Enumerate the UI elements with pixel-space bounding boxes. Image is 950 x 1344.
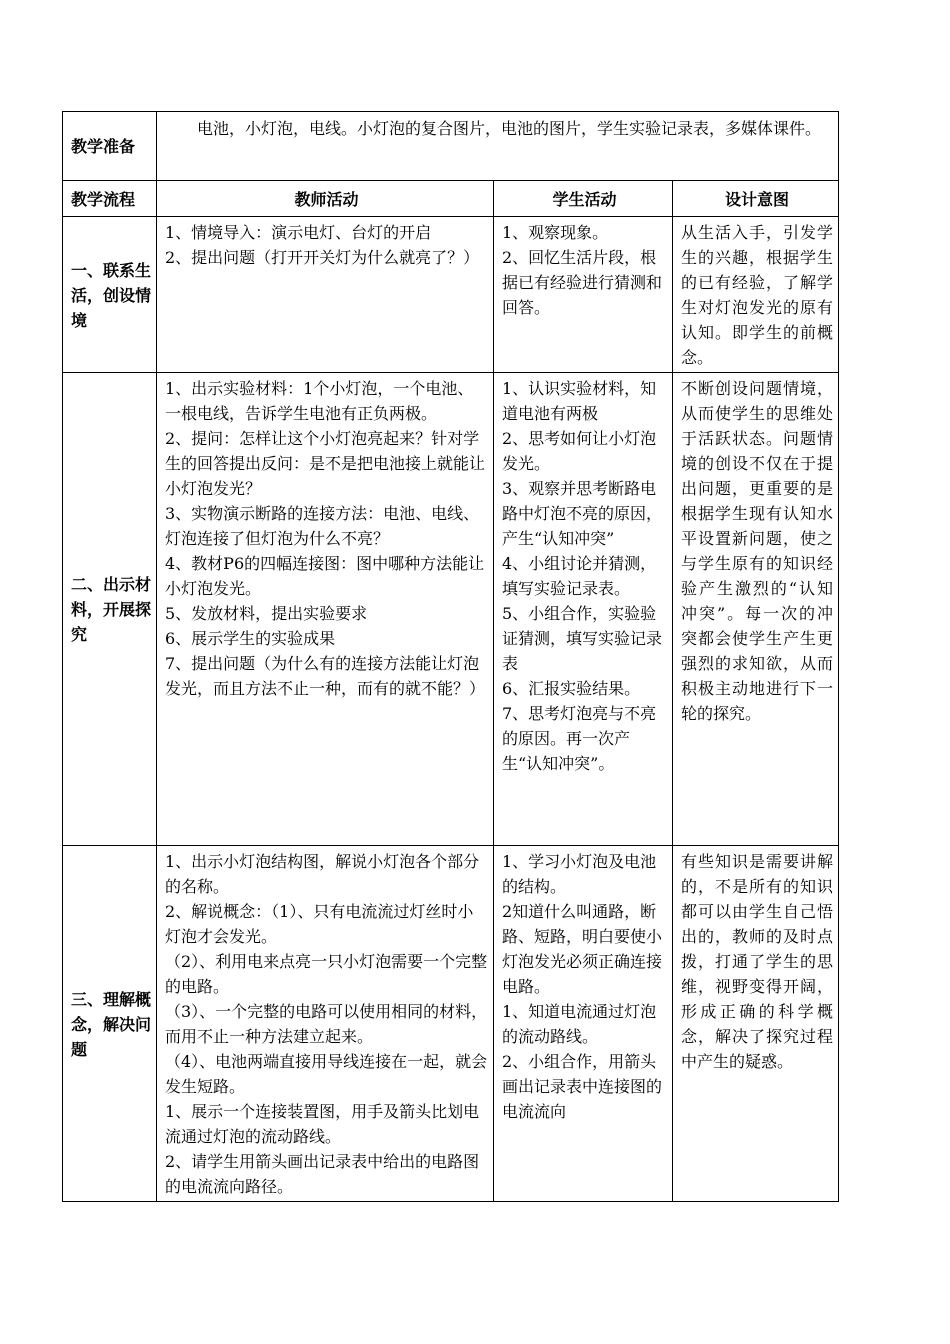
header-row	[63, 181, 839, 217]
teacher-line: 1、出示小灯泡结构图，解说小灯泡各个部分的名称。	[165, 852, 480, 896]
intent-cell: 不断创设问题情境，从而使学生的思维处于活跃状态。问题情境的创设不仅在于提出问题，更重要的是根据学生现有认知水平设置新问题，使之与学生原有的知识经验产生激烈的“认知冲突”。每一次的冲突都会使学生产生更强烈的求知欲，从而积极主动地进行下一轮的探究。	[673, 373, 839, 846]
teacher-line: 1、展示一个连接装置图，用手及箭头比划电流通过灯泡的流动路线。	[165, 1102, 480, 1146]
teacher-line: （3）、一个完整的电路可以使用相同的材料，而用不止一种方法建立起来。	[165, 1002, 488, 1046]
lesson-plan-page	[62, 111, 838, 1202]
student-line: 3、观察并思考断路电路中灯泡不亮的原因，产生“认知冲突”	[502, 479, 663, 548]
student-line: 2、思考如何让小灯泡发光。	[502, 429, 657, 473]
teacher-cell	[157, 373, 494, 846]
teacher-line: 5、发放材料，提出实验要求	[165, 604, 368, 623]
teacher-line: 2、请学生用箭头画出记录表中给出的电路图的电流流向路径。	[165, 1152, 480, 1196]
student-line: 2知道什么叫通路，断路、短路，明白要使小灯泡发光必须正确连接电路。	[502, 902, 663, 996]
prep-row	[63, 112, 839, 181]
student-cell	[494, 217, 673, 373]
student-line: 1、学习小灯泡及电池的结构。	[502, 852, 657, 896]
stage-label: 一、联系生活，创设情境	[63, 217, 157, 373]
student-line: 7、思考灯泡亮与不亮的原因。再一次产生“认知冲突”。	[502, 704, 657, 773]
student-line: 1、认识实验材料，知道电池有两极	[502, 379, 657, 423]
student-cell	[494, 846, 673, 1202]
student-line: 1、观察现象。	[502, 223, 609, 242]
teacher-line: （4）、电池两端直接用导线连接在一起，就会发生短路。	[165, 1052, 488, 1096]
header-intent: 设计意图	[673, 181, 839, 217]
intent-cell: 有些知识是需要讲解的，不是所有的知识都可以由学生自己悟出的，教师的及时点拨，打通了学生的思维，视野变得开阔，形成正确的科学概念，解决了探究过程中产生的疑惑。	[673, 846, 839, 1202]
student-line: 6、汇报实验结果。	[502, 679, 641, 698]
teacher-line: 3、实物演示断路的连接方法：电池、电线、灯泡连接了但灯泡为什么不亮？	[165, 504, 480, 548]
teacher-line: （2）、利用电来点亮一只小灯泡需要一个完整的电路。	[165, 952, 488, 996]
teacher-line: 7、提出问题（为什么有的连接方法能让灯泡发光，而且方法不止一种，而有的就不能？）	[165, 654, 486, 698]
teacher-line: 6、展示学生的实验成果	[165, 629, 336, 648]
header-teacher: 教师活动	[157, 181, 494, 217]
student-line: 4、小组讨论并猜测，填写实验记录表。	[502, 554, 657, 598]
stage-row-2	[63, 373, 839, 846]
header-flow: 教学流程	[63, 181, 157, 217]
teacher-line: 2、提问：怎样让这个小灯泡亮起来？针对学生的回答提出反问：是不是把电池接上就能让小灯泡发光？	[165, 429, 486, 498]
teacher-line: 2、提出问题（打开开关灯为什么就亮了？）	[165, 248, 480, 267]
teacher-line: 2、解说概念：（1）、只有电流流过灯丝时小灯泡才会发光。	[165, 902, 474, 946]
stage-row-1	[63, 217, 839, 373]
stage-label: 二、出示材料，开展探究	[63, 373, 157, 846]
student-line: 5、小组合作，实验验证猜测，填写实验记录表	[502, 604, 663, 673]
teacher-line: 1、出示实验材料：1个小灯泡，一个电池、一根电线，告诉学生电池有正负两极。	[165, 379, 474, 423]
stage-label: 三、理解概念，解决问题	[63, 846, 157, 1202]
teacher-line: 4、教材P6的四幅连接图：图中哪种方法能让小灯泡发光。	[165, 554, 485, 598]
prep-label: 教学准备	[63, 112, 157, 181]
header-student: 学生活动	[494, 181, 673, 217]
student-line: 1、知道电流通过灯泡的流动路线。	[502, 1002, 657, 1046]
prep-text: 电池，小灯泡，电线。小灯泡的复合图片，电池的图片，学生实验记录表，多媒体课件。	[157, 112, 839, 181]
teacher-line: 1、情境导入：演示电灯、台灯的开启	[165, 223, 432, 242]
stage-row-3	[63, 846, 839, 1202]
teacher-cell	[157, 846, 494, 1202]
student-cell	[494, 373, 673, 846]
teacher-cell	[157, 217, 494, 373]
lesson-plan-table	[62, 111, 839, 1202]
student-line: 2、小组合作，用箭头画出记录表中连接图的电流流向	[502, 1052, 663, 1121]
student-line: 2、回忆生活片段，根据已有经验进行猜测和回答。	[502, 248, 663, 317]
intent-cell: 从生活入手，引发学生的兴趣，根据学生的已有经验，了解学生对灯泡发光的原有认知。即学生的前概念。	[673, 217, 839, 373]
